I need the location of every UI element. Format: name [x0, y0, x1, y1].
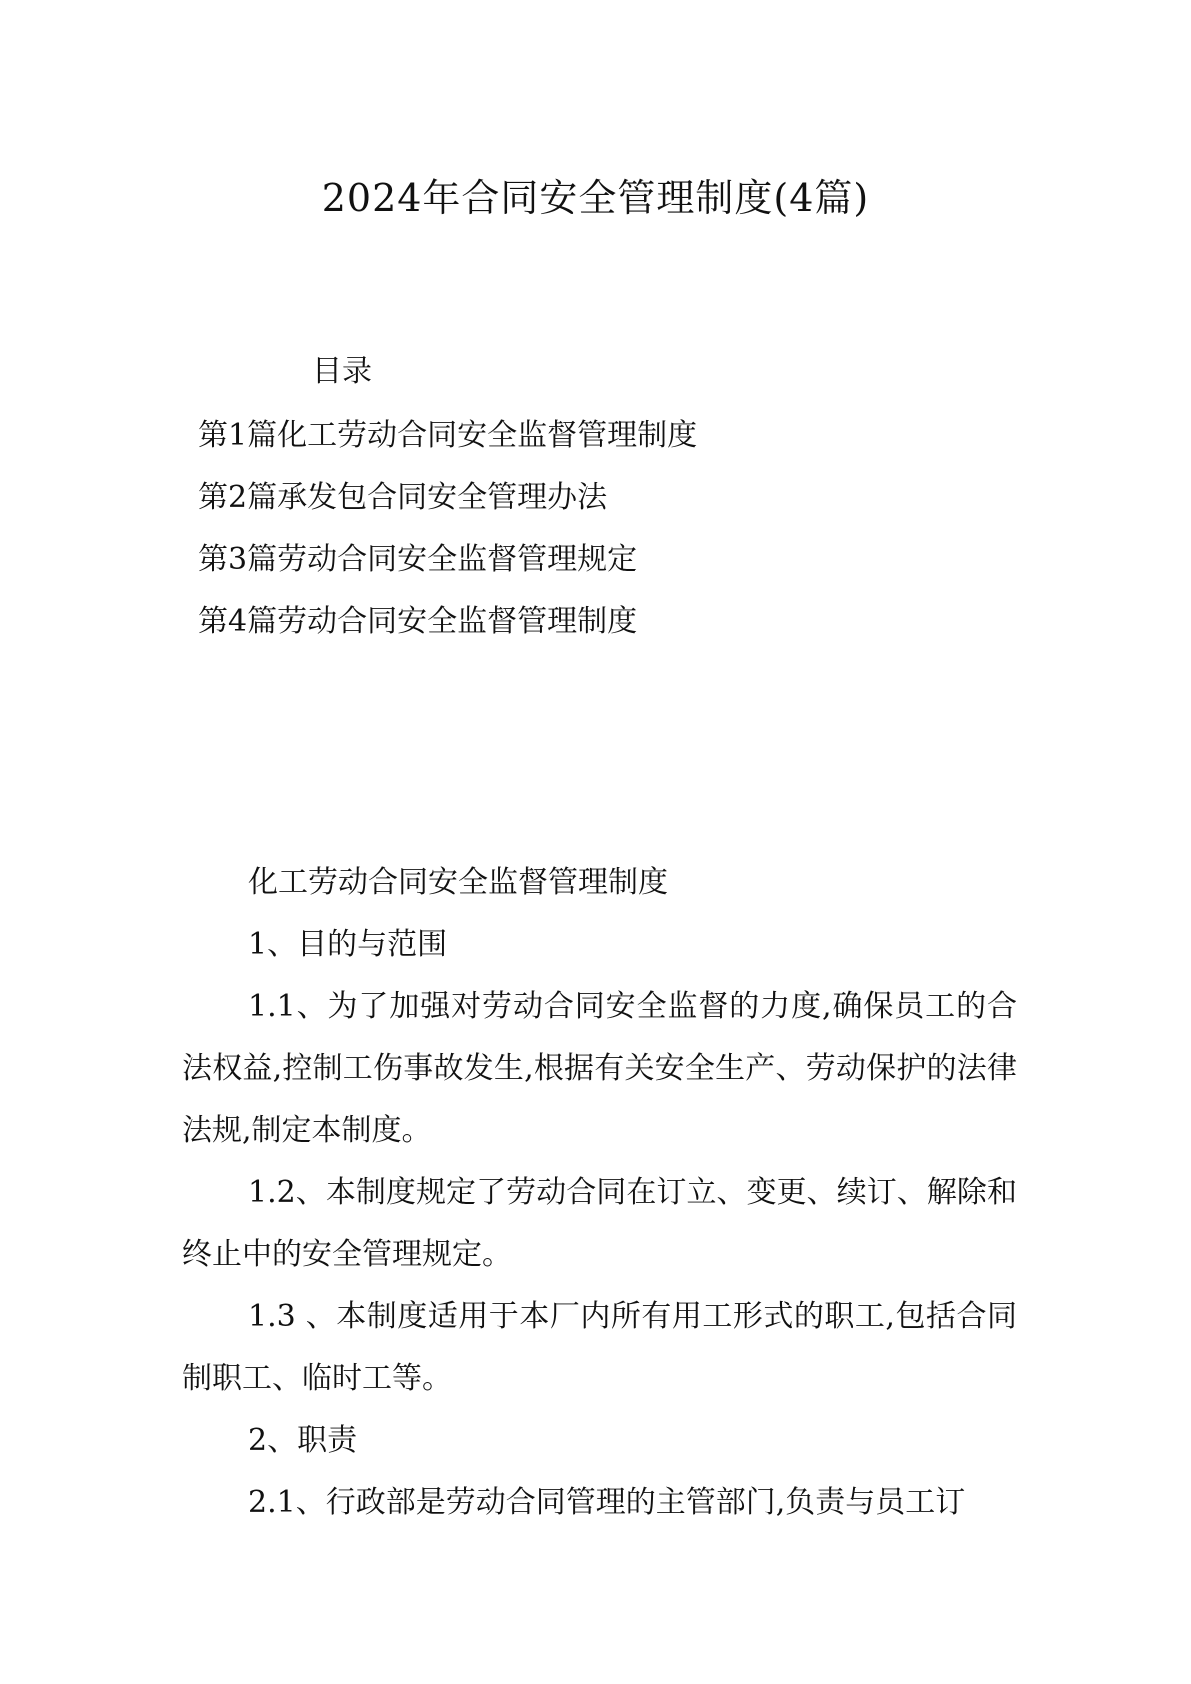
- toc-item: 第3篇劳动合同安全监督管理规定: [198, 542, 638, 577]
- toc-heading: 目录: [312, 354, 372, 389]
- document-title: 2024年合同安全管理制度(4篇): [321, 176, 870, 220]
- table-of-contents: [198, 414, 697, 662]
- body-paragraph: 1.2、本制度规定了劳动合同在订立、变更、续订、解除和终止中的安全管理规定。: [182, 1175, 1017, 1272]
- section-title: 化工劳动合同安全监督管理制度: [248, 865, 668, 900]
- toc-item: 第1篇化工劳动合同安全监督管理制度: [198, 418, 698, 453]
- body-paragraph: 2、职责: [248, 1423, 358, 1458]
- body-paragraph: 2.1、行政部是劳动合同管理的主管部门,负责与员工订: [248, 1485, 966, 1520]
- toc-item: 第2篇承发包合同安全管理办法: [198, 480, 608, 515]
- document-body: [182, 852, 1017, 1534]
- body-paragraph: 1、目的与范围: [248, 927, 448, 962]
- body-paragraph: 1.3 、本制度适用于本厂内所有用工形式的职工,包括合同制职工、临时工等。: [182, 1299, 1017, 1396]
- body-paragraph: 1.1、为了加强对劳动合同安全监督的力度,确保员工的合法权益,控制工伤事故发生,根据有关安全生产、劳动保护的法律法规,制定本制度。: [182, 989, 1017, 1148]
- toc-item: 第4篇劳动合同安全监督管理制度: [198, 604, 638, 639]
